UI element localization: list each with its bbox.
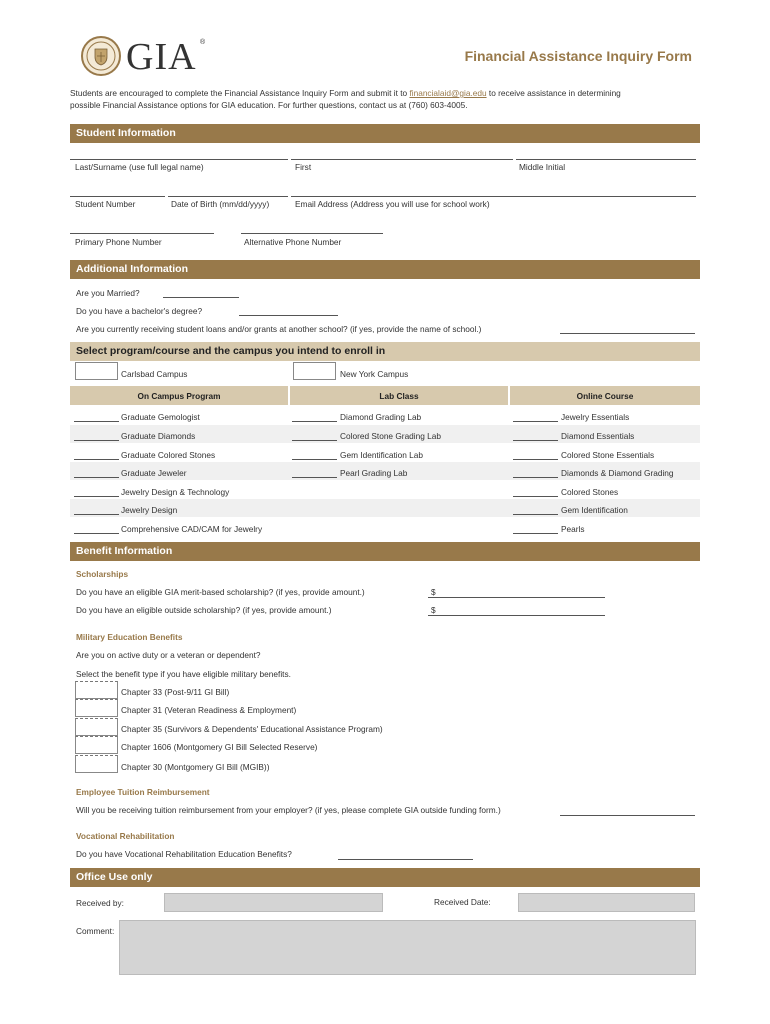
chapter-33-checkbox[interactable] [75,681,118,699]
email-field[interactable] [291,196,696,197]
chapter-31-checkbox[interactable] [75,699,118,717]
outside-scholarship-question: Do you have an eligible outside scholarship? (if yes, provide amount.) [76,605,332,615]
on-campus-checkbox-line[interactable] [74,440,119,441]
list-item: Comprehensive CAD/CAM for Jewelry [121,524,263,534]
list-item: Pearl Grading Lab [340,468,408,478]
primary-phone-field[interactable] [70,233,214,234]
list-item: Diamond Essentials [561,431,635,441]
dob-field[interactable] [168,196,288,197]
on-campus-checkbox-line[interactable] [74,496,119,497]
online-course-column-header: Online Course [510,386,700,405]
received-date-field[interactable] [518,893,695,912]
alt-phone-field[interactable] [241,233,383,234]
merit-amount-field[interactable] [428,597,605,598]
active-duty-question: Are you on active duty or a veteran or dependent? [76,650,261,660]
primary-phone-label: Primary Phone Number [75,237,162,247]
chapter-35-label: Chapter 35 (Survivors & Dependents' Educational Assistance Program) [121,724,383,734]
chapter-35-checkbox[interactable] [75,718,118,736]
vocational-rehab-subheading: Vocational Rehabilitation [76,831,175,841]
lab-checkbox-line[interactable] [292,477,337,478]
carlsbad-campus-label: Carlsbad Campus [121,369,188,379]
middle-initial-field[interactable] [516,159,696,160]
outside-currency-label: $ [431,605,436,615]
new-york-campus-label: New York Campus [340,369,409,379]
intro-line-2: possible Financial Assistance options for GIA education. For further questions, contact us at (760) 603-4005. [70,100,468,110]
logo-text: GIA [126,36,197,78]
benefit-info-header: Benefit Information [70,542,700,561]
list-item: Pearls [561,524,585,534]
additional-info-header: Additional Information [70,260,700,279]
on-campus-checkbox-line[interactable] [74,514,119,515]
outside-amount-field[interactable] [428,615,605,616]
list-item: Graduate Colored Stones [121,450,216,460]
list-item: Graduate Jeweler [121,468,187,478]
student-info-header: Student Information [70,124,700,143]
lab-checkbox-line[interactable] [292,440,337,441]
online-checkbox-line[interactable] [513,477,558,478]
list-item: Colored Stones [561,487,619,497]
received-by-field[interactable] [164,893,383,912]
first-name-label: First [295,162,312,172]
employee-reimbursement-field[interactable] [560,815,695,816]
merit-scholarship-question: Do you have an eligible GIA merit-based scholarship? (if yes, provide amount.) [76,587,365,597]
registered-mark: ® [200,39,206,46]
intro-line-1: Students are encouraged to complete the Financial Assistance Inquiry Form and submit it to financialaid@gia.edu to receive assistance in determining [70,88,621,98]
online-checkbox-line[interactable] [513,496,558,497]
program-header: Select program/course and the campus you intend to enroll in [70,342,700,361]
online-checkbox-line[interactable] [513,459,558,460]
list-item: Graduate Diamonds [121,431,196,441]
vocational-rehab-question: Do you have Vocational Rehabilitation Education Benefits? [76,849,292,859]
financial-aid-email-link[interactable]: financialaid@gia.edu [409,88,487,98]
on-campus-checkbox-line[interactable] [74,477,119,478]
married-answer-field[interactable] [163,297,239,298]
office-use-header: Office Use only [70,868,700,887]
online-checkbox-line[interactable] [513,533,558,534]
chapter-30-checkbox[interactable] [75,755,118,773]
received-by-label: Received by: [76,898,124,908]
on-campus-column-header: On Campus Program [70,386,288,405]
last-name-label: Last/Surname (use full legal name) [75,162,204,172]
scholarships-subheading: Scholarships [76,569,129,579]
merit-currency-label: $ [431,587,436,597]
bachelors-question: Do you have a bachelor's degree? [76,306,203,316]
on-campus-checkbox-line[interactable] [74,533,119,534]
list-item: Gem Identification Lab [340,450,424,460]
online-checkbox-line[interactable] [513,421,558,422]
list-item: Jewelry Design [121,505,178,515]
married-question: Are you Married? [76,288,140,298]
select-benefit-instruction: Select the benefit type if you have eligible military benefits. [76,669,291,679]
chapter-1606-label: Chapter 1606 (Montgomery GI Bill Selected Reserve) [121,742,318,752]
employee-reimbursement-question: Will you be receiving tuition reimbursement from your employer? (if yes, please complete GIA outside funding form.) [76,805,501,815]
gia-seal-icon [80,35,122,77]
received-date-label: Received Date: [434,897,491,907]
chapter-33-label: Chapter 33 (Post-9/11 GI Bill) [121,687,230,697]
list-item: Colored Stone Essentials [561,450,655,460]
online-checkbox-line[interactable] [513,440,558,441]
employee-reimbursement-subheading: Employee Tuition Reimbursement [76,787,210,797]
list-item: Gem Identification [561,505,628,515]
lab-checkbox-line[interactable] [292,421,337,422]
gia-logo [80,35,210,77]
dob-label: Date of Birth (mm/dd/yyyy) [171,199,270,209]
on-campus-checkbox-line[interactable] [74,459,119,460]
comment-label: Comment: [76,926,115,936]
list-item: Colored Stone Grading Lab [340,431,442,441]
last-name-field[interactable] [70,159,288,160]
lab-checkbox-line[interactable] [292,459,337,460]
comment-field[interactable] [119,920,696,975]
chapter-1606-checkbox[interactable] [75,736,118,754]
loans-answer-field[interactable] [560,333,695,334]
bachelors-answer-field[interactable] [239,315,338,316]
student-number-label: Student Number [75,199,136,209]
military-subheading: Military Education Benefits [76,632,183,642]
list-item: Jewelry Design & Technology [121,487,230,497]
carlsbad-campus-checkbox[interactable] [75,362,118,380]
vocational-rehab-field[interactable] [338,859,473,860]
chapter-30-label: Chapter 30 (Montgomery GI Bill (MGIB)) [121,762,270,772]
lab-class-column-header: Lab Class [290,386,508,405]
email-label: Email Address (Address you will use for school work) [295,199,490,209]
form-title: Financial Assistance Inquiry Form [464,48,692,64]
on-campus-checkbox-line[interactable] [74,421,119,422]
loans-question: Are you currently receiving student loans and/or grants at another school? (if yes, provide the name of school.) [76,324,482,334]
online-checkbox-line[interactable] [513,514,558,515]
list-item: Diamonds & Diamond Grading [561,468,674,478]
student-number-field[interactable] [70,196,165,197]
new-york-campus-checkbox[interactable] [293,362,336,380]
middle-initial-label: Middle Initial [519,162,566,172]
list-item: Jewelry Essentials [561,412,630,422]
first-name-field[interactable] [291,159,513,160]
list-item: Graduate Gemologist [121,412,200,422]
alt-phone-label: Alternative Phone Number [244,237,342,247]
list-item: Diamond Grading Lab [340,412,422,422]
chapter-31-label: Chapter 31 (Veteran Readiness & Employment) [121,705,297,715]
